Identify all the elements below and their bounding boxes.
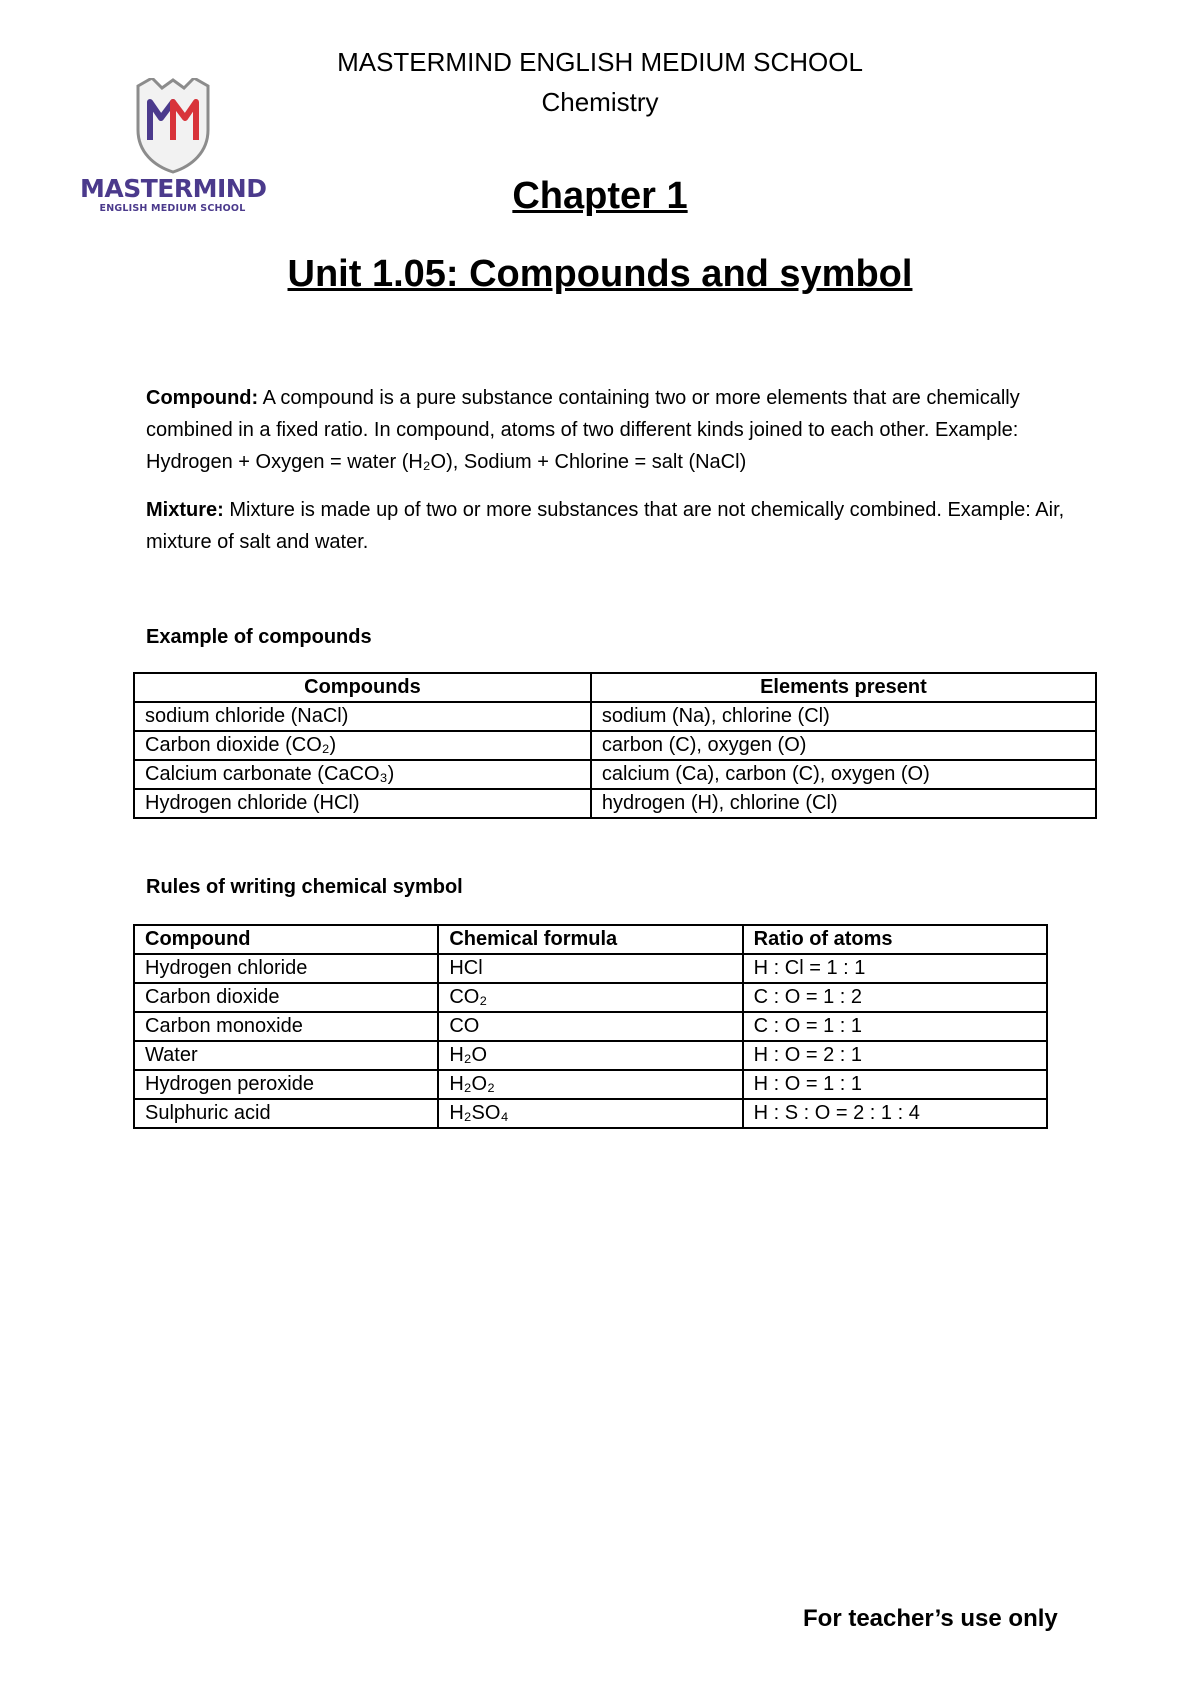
examples-table-label: Example of compounds (146, 626, 372, 648)
table-cell: C : O = 1 : 2 (743, 983, 1047, 1012)
table-row (134, 1041, 1047, 1070)
table-cell: Hydrogen chloride (HCl) (134, 789, 591, 818)
table-cell: H₂O₂ (438, 1070, 742, 1099)
table-cell: Carbon dioxide (134, 983, 438, 1012)
mixture-definition (146, 494, 1066, 558)
table-row (134, 731, 1096, 760)
table-cell: Sulphuric acid (134, 1099, 438, 1128)
table-cell: Hydrogen peroxide (134, 1070, 438, 1099)
examples-table (133, 672, 1097, 819)
table-cell: C : O = 1 : 1 (743, 1012, 1047, 1041)
column-header: Elements present (591, 673, 1096, 702)
table-row (134, 954, 1047, 983)
unit-heading: Unit 1.05: Compounds and symbol (287, 253, 913, 295)
table-row (134, 1012, 1047, 1041)
table-cell: CO₂ (438, 983, 742, 1012)
table-cell: H₂SO₄ (438, 1099, 742, 1128)
table-row (134, 1099, 1047, 1128)
table-cell: CO (438, 1012, 742, 1041)
table-cell: hydrogen (H), chlorine (Cl) (591, 789, 1096, 818)
table-row (134, 760, 1096, 789)
table-cell: H : O = 1 : 1 (743, 1070, 1047, 1099)
table-cell: calcium (Ca), carbon (C), oxygen (O) (591, 760, 1096, 789)
table-header-row (134, 925, 1047, 954)
compound-term: Compound: (146, 387, 259, 409)
table-cell: sodium (Na), chlorine (Cl) (591, 702, 1096, 731)
column-header: Compounds (134, 673, 591, 702)
table-cell: H₂O (438, 1041, 742, 1070)
logo-subtitle: ENGLISH MEDIUM SCHOOL (99, 203, 246, 214)
table-row (134, 983, 1047, 1012)
rules-table (133, 924, 1048, 1129)
table-cell: Calcium carbonate (CaCO₃) (134, 760, 591, 789)
rules-table-label: Rules of writing chemical symbol (146, 876, 463, 898)
column-header: Ratio of atoms (743, 925, 1047, 954)
column-header: Chemical formula (438, 925, 742, 954)
table-cell: carbon (C), oxygen (O) (591, 731, 1096, 760)
table-cell: Water (134, 1041, 438, 1070)
table-cell: H : O = 2 : 1 (743, 1041, 1047, 1070)
table-row (134, 1070, 1047, 1099)
table-cell: Carbon monoxide (134, 1012, 438, 1041)
compound-text: A compound is a pure substance containing two or more elements that are chemically combined in a fixed ratio. In compound, atoms of two different kinds joined to each other. Example: Hydrogen + Oxygen = water (H₂O), Sodium + Chlorine = salt (NaCl) (146, 387, 1020, 473)
table-cell: sodium chloride (NaCl) (134, 702, 591, 731)
subject-title: Chemistry (541, 87, 659, 117)
school-name: MASTERMIND ENGLISH MEDIUM SCHOOL (337, 47, 863, 77)
table-header-row (134, 673, 1096, 702)
table-cell: H : S : O = 2 : 1 : 4 (743, 1099, 1047, 1128)
column-header: Compound (134, 925, 438, 954)
table-cell: HCl (438, 954, 742, 983)
chapter-heading: Chapter 1 (512, 175, 688, 217)
logo-name: MASTERMIND (80, 174, 267, 203)
mixture-term: Mixture: (146, 499, 224, 521)
table-cell: H : Cl = 1 : 1 (743, 954, 1047, 983)
table-row (134, 702, 1096, 731)
table-cell: Carbon dioxide (CO₂) (134, 731, 591, 760)
table-row (134, 789, 1096, 818)
table-cell: Hydrogen chloride (134, 954, 438, 983)
compound-definition (146, 382, 1066, 478)
mixture-text: Mixture is made up of two or more substances that are not chemically combined. Example: Air, mixture of salt and water. (146, 499, 1065, 553)
teacher-use-note: For teacher’s use only (803, 1605, 1058, 1632)
